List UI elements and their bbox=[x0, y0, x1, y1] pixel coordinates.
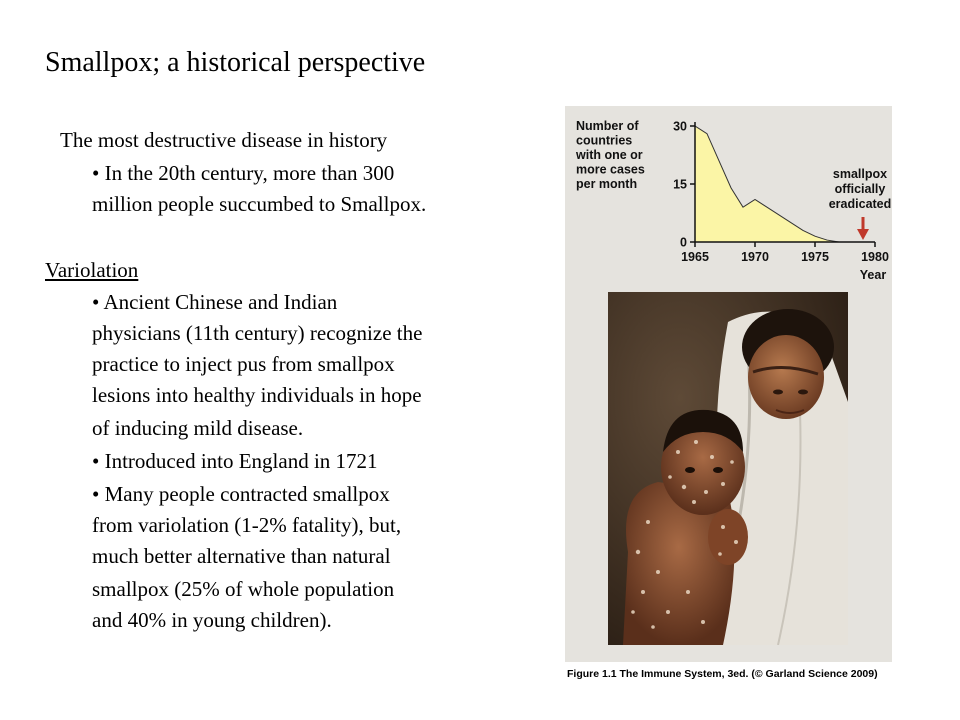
bullet-line: from variolation (1-2% fatality), but, bbox=[92, 513, 402, 537]
chart-y-label-line: with one or bbox=[576, 148, 643, 162]
bullet-line: of inducing mild disease. bbox=[92, 416, 304, 440]
chart-y-tick-label: 30 bbox=[673, 119, 687, 134]
bullet-line: • Many people contracted smallpox bbox=[92, 482, 390, 506]
bullet-line: • Ancient Chinese and Indian bbox=[92, 290, 338, 314]
chart-area-fill bbox=[695, 126, 839, 242]
bullet-line: and 40% in young children). bbox=[92, 608, 332, 632]
bullet-line: much better alternative than natural bbox=[92, 544, 391, 568]
page-title: Smallpox; a historical perspective bbox=[45, 47, 426, 78]
bullet-line: • Introduced into England in 1721 bbox=[92, 449, 378, 473]
chart-y-label-line: Number of bbox=[576, 119, 639, 133]
chart-y-label-line: more cases bbox=[576, 162, 645, 177]
bullet-line: million people succumbed to Smallpox. bbox=[92, 192, 427, 216]
mother-and-child-photo bbox=[608, 292, 848, 645]
chart-x-tick-label: 1970 bbox=[741, 250, 769, 264]
bullet-line: physicians (11th century) recognize the bbox=[92, 321, 423, 345]
arrow-head bbox=[857, 229, 869, 240]
chart-annotation-line: smallpox bbox=[832, 167, 888, 181]
bullet-line: practice to inject pus from smallpox bbox=[92, 352, 395, 376]
chart-x-tick-label: 1965 bbox=[681, 250, 709, 264]
bullet-line: • In the 20th century, more than 300 bbox=[92, 161, 395, 185]
chart-x-tick-label: 1980 bbox=[861, 250, 889, 264]
smallpox-chart bbox=[565, 106, 892, 286]
chart-annotation-line: officially bbox=[834, 182, 886, 196]
bullet-line: lesions into healthy individuals in hope bbox=[92, 383, 422, 407]
section-heading-variolation: Variolation bbox=[45, 258, 139, 282]
bullet-line: smallpox (25% of whole population bbox=[92, 577, 395, 601]
chart-y-label-line: countries bbox=[576, 133, 633, 148]
chart-y-tick-label: 0 bbox=[680, 235, 687, 250]
chart-x-tick-label: 1975 bbox=[801, 250, 829, 264]
figure-caption: Figure 1.1 The Immune System, 3ed. (© Garland Science 2009) bbox=[567, 668, 878, 680]
chart-x-label: Year bbox=[859, 268, 887, 282]
section-heading-destructive: The most destructive disease in history bbox=[60, 128, 388, 152]
chart-y-tick-label: 15 bbox=[673, 177, 687, 192]
eradicated-arrow-icon bbox=[857, 217, 869, 240]
chart-annotation-line: eradicated bbox=[828, 197, 892, 211]
chart-y-label-line: per month bbox=[576, 177, 638, 191]
